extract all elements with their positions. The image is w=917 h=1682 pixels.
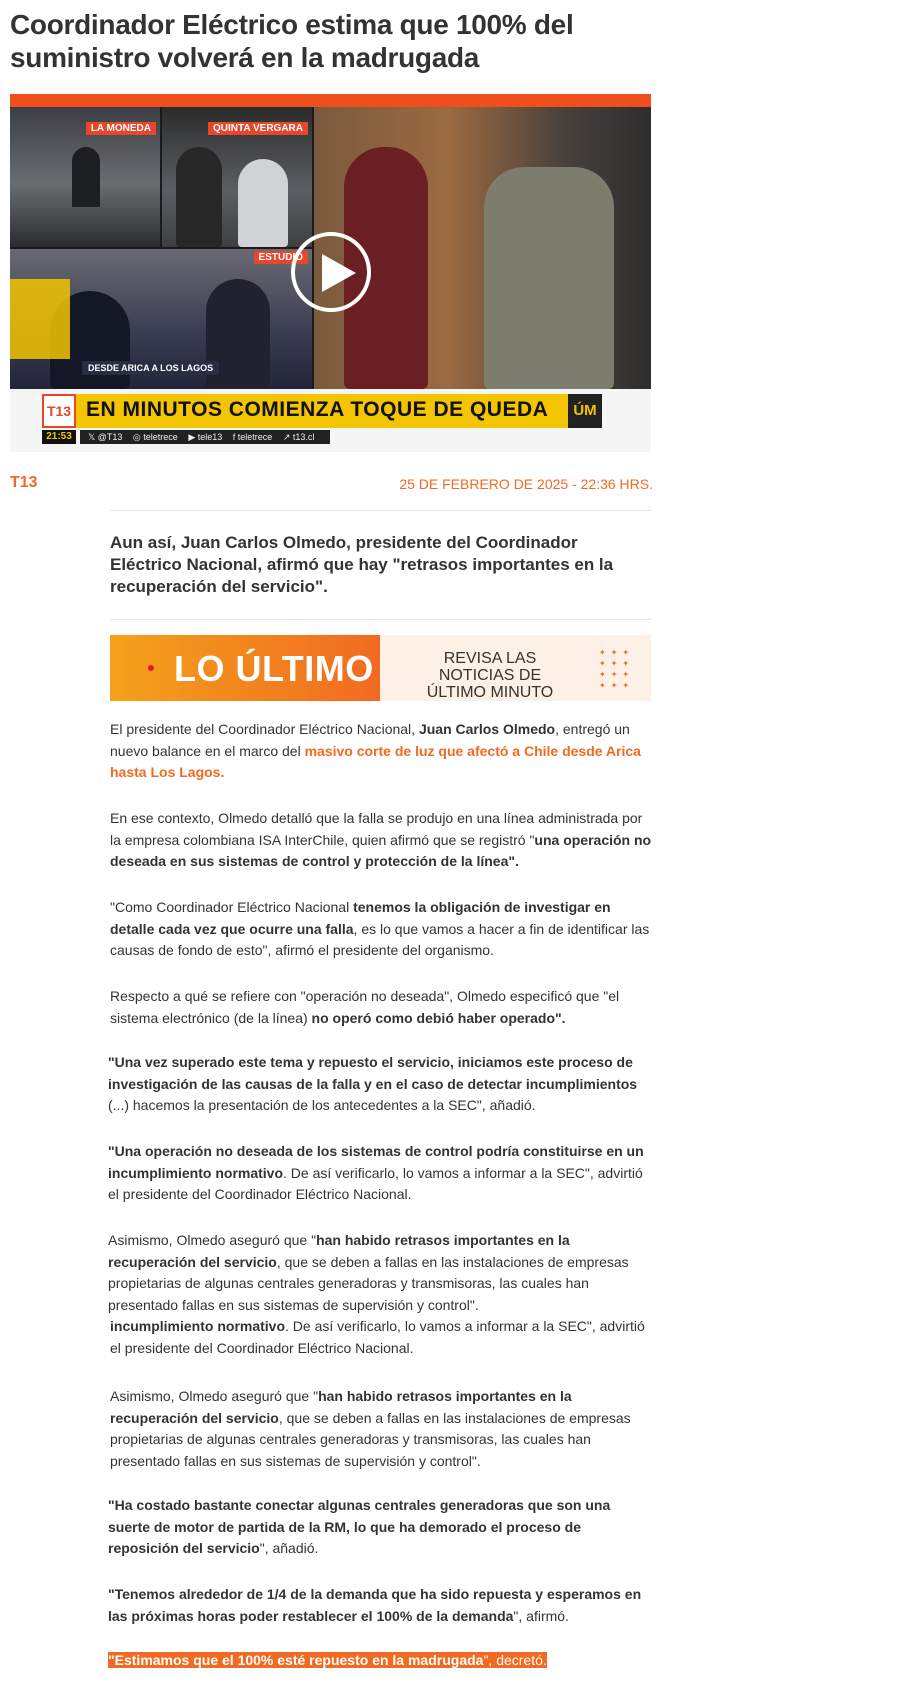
video-cell-quinta-vergara [162,107,312,247]
lower-third-text: EN MINUTOS COMIENZA TOQUE DE QUEDA [86,398,549,421]
text: Asimismo, Olmedo aseguró que " [110,1388,319,1404]
channel-live-label: VIVO [889,157,912,167]
text: ", decretó. [483,1652,547,1668]
text: ", añadió. [259,1540,319,1556]
text: En ese contexto, Olmedo detalló que la falla se produjo en una línea administrada por la empresa colombiana ISA InterChile, quien afirmó que se registró " [110,810,643,848]
video-tag: LA MONEDA [86,122,156,135]
paragraph-5 [108,1052,653,1117]
ultimo-minuto-badge: ÚM [568,394,602,428]
lo-ultimo-banner[interactable] [110,635,651,701]
paragraph-6-repeat [110,1316,655,1359]
video-player[interactable] [10,94,917,452]
paragraph-9 [108,1584,653,1627]
paragraph-7-repeat [110,1386,655,1472]
article-link[interactable]: masivo corte de luz que afectó a Chile desde Arica hasta Los Lagos. [110,742,641,780]
text: , es lo que vamos a hacer a fin de identificar las causas de fondo de esto", afirmó el presidente del organismo. [110,920,650,958]
channel-badge [884,127,917,167]
social-facebook: f teletrece [232,432,273,442]
divider [110,619,651,620]
bold-text: "Una vez superado este tema y repuesto el servicio, iniciamos este proceso de investigación de las causas de la falla y en el caso de detectar incumplimientos [108,1054,638,1092]
banner-title: LO ÚLTIMO [174,648,374,689]
archway [72,147,100,207]
video-cell-reporter [314,107,917,389]
text: "Como Coordinador Eléctrico Nacional [110,899,354,915]
text: ", afirmó. [513,1607,569,1624]
banner-subtitle: REVISA LAS NOTICIAS DE ÚLTIMO MINUTO [426,650,554,701]
text: , que se deben a fallas en las instalaciones de empresas propietarias de algunas centrales generadoras y transmisoras, las cuales han presentado fallas en sus sistemas de supervisión y control". [108,1253,629,1313]
studio-graphic [10,279,70,359]
text: . De así verificarlo, lo vamos a informar a la SEC", advirtió el presidente del Coordinador Eléctrico Nacional. [108,1164,643,1202]
text: . De así verificarlo, lo vamos a informar a la SEC", advirtió el presidente del Coordinador Eléctrico Nacional. [110,1318,645,1356]
bold-text: tenemos la obligación de investigar en detalle cada vez que ocurre una falla [110,899,611,937]
article-headline: Coordinador Eléctrico estima que 100% del suministro volverá en la madrugada [10,9,574,73]
banner-right [380,635,651,701]
person-silhouette [176,147,222,247]
region-strip: DESDE ARICA A LOS LAGOS [82,361,219,375]
t13-logo: T13 [42,394,76,428]
person-silhouette [238,159,288,247]
bold-text: han habido retrasos importantes en la recuperación del servicio [108,1232,570,1270]
paragraph-7 [108,1230,653,1316]
bold-text: una operación no deseada en sus sistemas de control y protección de la línea". [110,831,652,869]
text: , que se deben a fallas en las instalaciones de empresas propietarias de algunas centrales generadoras y transmisoras, las cuales han presentado fallas en sus sistemas de supervisión y control". [110,1409,631,1469]
video-top-bar [10,94,651,107]
social-handles [80,430,330,444]
article-source[interactable]: T13 [10,474,38,491]
paragraph-1 [110,719,655,784]
divider [110,510,651,511]
play-icon[interactable] [291,232,371,312]
banner-left [110,635,380,701]
broadcast-time: 21:53 [42,430,76,444]
video-cell-la-moneda [10,107,160,247]
text: Respecto a qué se refiere con "operación no deseada", Olmedo especificó que "el sistema electrónico (de la línea) [110,988,620,1026]
person-silhouette [484,167,614,389]
social-youtube: ▶ tele13 [188,432,223,442]
video-tag: QUINTA VERGARA [208,122,308,135]
article-date: 25 DE FEBRERO DE 2025 - 22:36 HRS. [399,476,653,492]
bold-text: Juan Carlos Olmedo [418,721,556,737]
video-tag: ESTUDIO [254,251,308,264]
social-web: ↗ t13.cl [282,432,315,442]
article-lede: Aun así, Juan Carlos Olmedo, presidente del Coordinador Eléctrico Nacional, afirmó que hay "retrasos importantes en la recuperación del servicio". [110,533,614,596]
paragraph-2 [110,808,655,873]
text: El presidente del Coordinador Eléctrico Nacional, [110,721,419,737]
bold-text: han habido retrasos importantes en la recuperación del servicio [110,1388,572,1426]
bold-text: "Estimamos que el 100% esté repuesto en la madrugada [108,1652,484,1668]
bold-text: "Tenemos alrededor de 1/4 de la demanda que ha sido repuesta y esperamos en las próximas horas poder restablecer el 100% de la demanda [108,1586,642,1624]
paragraph-4 [110,986,655,1029]
paragraph-6 [108,1141,653,1206]
bold-text: incumplimiento normativo [110,1318,286,1334]
text: , entregó un nuevo balance en el marco del [110,721,630,759]
text: (...) hacemos la presentación de los antecedentes a la SEC", añadió. [108,1097,536,1113]
paragraph-8 [108,1495,653,1560]
bold-text: "Una operación no deseada de los sistemas de control podría constituirse en un incumplimiento normativo [108,1143,644,1181]
social-instagram: ◎ teletrece [132,432,178,442]
bold-text: no operó como debió haber operado". [311,1009,566,1026]
video-cell-estudio [10,249,312,389]
dot-grid-icon: ✦✦✦ ✦✦✦ ✦✦✦ ✦✦✦ [599,648,635,690]
paragraph-3 [110,897,655,962]
paragraph-10 [108,1650,653,1672]
channel-number: 13 [884,125,917,158]
social-x: 𝕏 @T13 [88,432,123,442]
live-dot-icon [148,665,154,671]
text: Asimismo, Olmedo aseguró que " [108,1232,317,1248]
highlighted-quote [108,1652,547,1668]
bold-text: "Ha costado bastante conectar algunas centrales generadoras que son una suerte de motor de partida de la RM, lo que ha demorado el proceso de reposición del servicio [108,1497,611,1556]
